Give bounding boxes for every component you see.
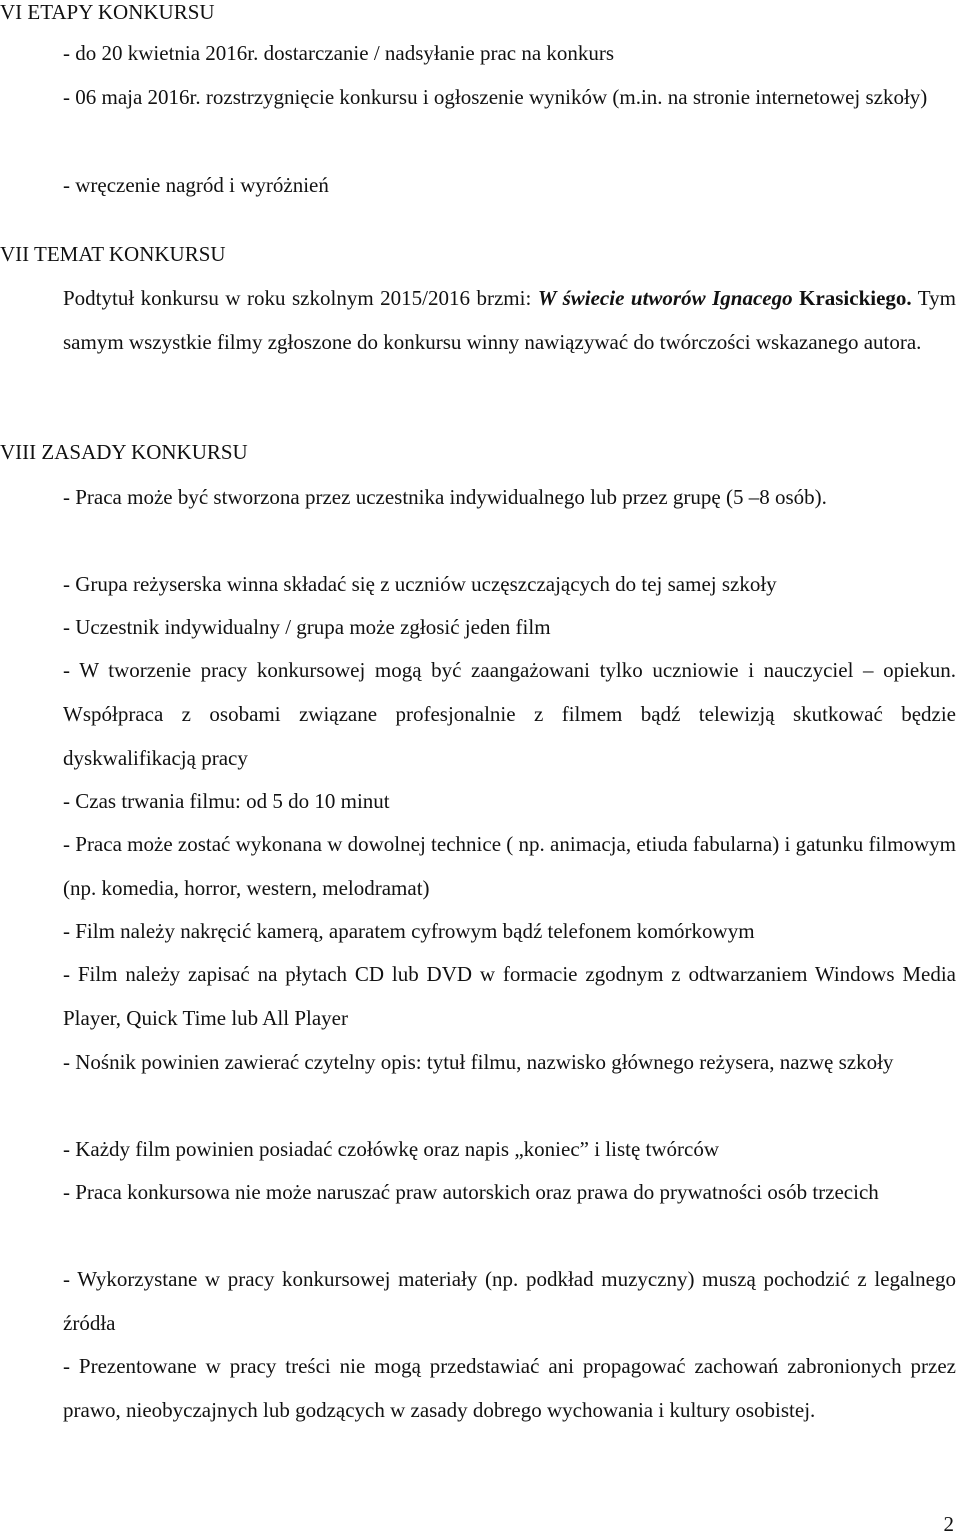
rule-item: - Grupa reżyserska winna składać się z uczniów uczęszczających do tej samej szkoły <box>63 572 777 596</box>
section-vii-paragraph <box>63 276 956 364</box>
section-viii-heading: VIII ZASADY KONKURSU <box>0 440 248 464</box>
contest-subtitle-title: W świecie utworów Ignacego <box>537 286 793 310</box>
rule-item: - Praca konkursowa nie może naruszać praw autorskich oraz prawa do prywatności osób trzecich <box>63 1180 879 1204</box>
rule-item: - Praca może zostać wykonana w dowolnej technice ( np. animacja, etiuda fabularna) i gatunku filmowym (np. komedia, horror, western, melodramat) <box>63 832 956 900</box>
rule-item: - Wykorzystane w pracy konkursowej materiały (np. podkład muzyczny) muszą pochodzić z legalnego źródła <box>63 1267 956 1335</box>
rule-item: - Każdy film powinien posiadać czołówkę oraz napis „koniec” i listę twórców <box>63 1137 720 1161</box>
rule-item: - Film należy nakręcić kamerą, aparatem cyfrowym bądź telefonem komórkowym <box>63 919 755 943</box>
rule-item: - Praca może być stworzona przez uczestnika indywidualnego lub przez grupę (5 –8 osób). <box>63 485 827 509</box>
rule-item: - Nośnik powinien zawierać czytelny opis: tytuł filmu, nazwisko głównego reżysera, nazwę szkoły <box>63 1050 894 1074</box>
rule-item: - W tworzenie pracy konkursowej mogą być zaangażowani tylko uczniowie i nauczyciel – opiekun. Współpraca z osobami związane profesjonalnie z filmem bądź telewizją skutkować będzie dyskwalifikacją pracy <box>63 658 956 770</box>
rule-item: - Film należy zapisać na płytach CD lub DVD w formacie zgodnym z odtwarzaniem Windows Media Player, Quick Time lub All Player <box>63 962 956 1030</box>
page-number: 2 <box>943 1512 954 1536</box>
rule-item: - Prezentowane w pracy treści nie mogą przedstawiać ani propagować zachowań zabronionych przez prawo, nieobyczajnych lub godzących w zasady dobrego wychowania i kultury osobistej. <box>63 1354 956 1422</box>
contest-subtitle-intro: Podtytuł konkursu w roku szkolnym 2015/2016 brzmi: <box>63 286 538 310</box>
section-vii-heading: VII TEMAT KONKURSU <box>0 242 226 266</box>
section-vi-item-2: - 06 maja 2016r. rozstrzygnięcie konkursu i ogłoszenie wyników (m.in. na stronie internetowej szkoły) <box>63 85 928 109</box>
section-vi-heading: VI ETAPY KONKURSU <box>0 0 215 24</box>
section-vi-item-3: - wręczenie nagród i wyróżnień <box>63 173 329 197</box>
section-vi-item-1: - do 20 kwietnia 2016r. dostarczanie / nadsyłanie prac na konkurs <box>63 41 615 65</box>
rule-item: - Uczestnik indywidualny / grupa może zgłosić jeden film <box>63 615 551 639</box>
contest-subtitle-rest: Tym samym wszystkie filmy zgłoszone do konkursu winny nawiązywać do twórczości wskazanego autora. <box>63 286 957 354</box>
rule-item: - Czas trwania filmu: od 5 do 10 minut <box>63 789 390 813</box>
contest-subtitle-author: Krasickiego. <box>799 286 912 310</box>
